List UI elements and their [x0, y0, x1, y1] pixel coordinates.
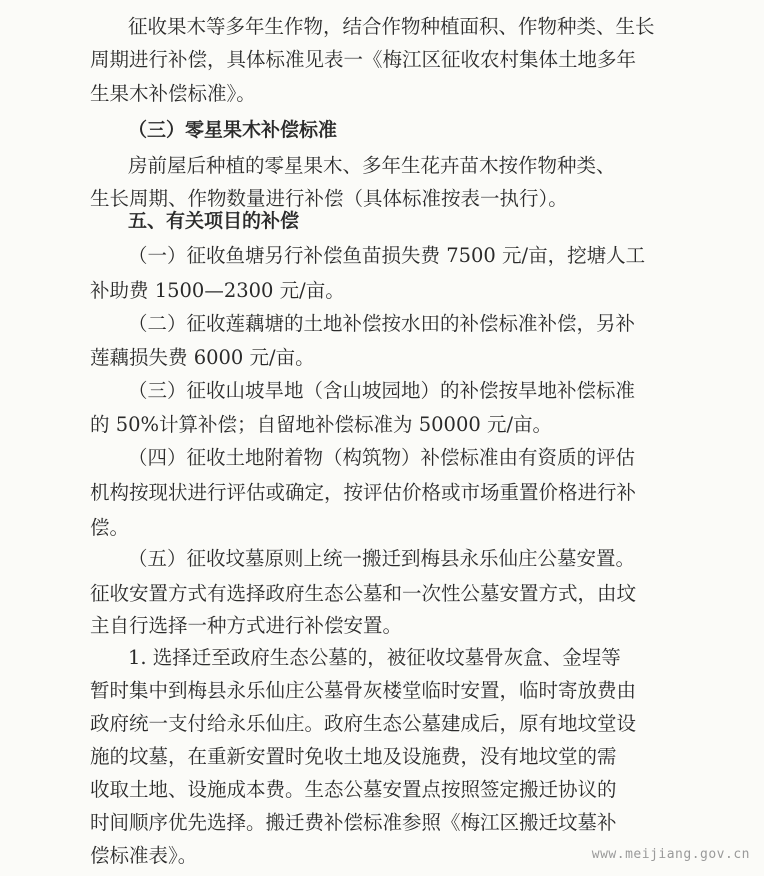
paragraph-line: 征收果木等多年生作物，结合作物种植面积、作物种类、生长 — [128, 15, 655, 38]
paragraph-line: 偿标准表》。 — [90, 844, 198, 867]
paragraph-line: （二）征收莲藕塘的土地补偿按水田的补偿标准补偿，另补 — [128, 312, 636, 335]
paragraph-line: 政府统一支付给永乐仙庄。政府生态公墓建成后，原有地坟堂设 — [90, 712, 637, 735]
paragraph-line: 收取土地、设施成本费。生态公墓安置点按照签定搬迁协议的 — [90, 778, 617, 801]
paragraph-line: 主自行选择一种方式进行补偿安置。 — [90, 614, 403, 637]
paragraph-line: 房前屋后种植的零星果木、多年生花卉苗木按作物种类、 — [128, 154, 616, 177]
paragraph-line: 周期进行补偿，具体标准见表一《梅江区征收农村集体土地多年 — [90, 48, 637, 71]
paragraph-line: 生果木补偿标准》。 — [90, 82, 256, 105]
paragraph-line: 1. 选择迁至政府生态公墓的，被征收坟墓骨灰盒、金埕等 — [128, 646, 621, 669]
paragraph-line: （四）征收土地附着物（构筑物）补偿标准由有资质的评估 — [128, 446, 636, 469]
paragraph-line: 的 50%计算补偿；自留地补偿标准为 50000 元/亩。 — [90, 413, 553, 436]
paragraph-line: 征收安置方式有选择政府生态公墓和一次性公墓安置方式，由坟 — [90, 582, 637, 605]
paragraph-line: 生长周期、作物数量进行补偿（具体标准按表一执行）。 — [90, 187, 568, 210]
paragraph-line: 机构按现状进行评估或确定，按评估价格或市场重置价格进行补 — [90, 481, 637, 504]
paragraph-line: 施的坟墓，在重新安置时免收土地及设施费，没有地坟堂的需 — [90, 745, 617, 768]
paragraph-line: （三）征收山坡旱地（含山坡园地）的补偿按旱地补偿标准 — [128, 379, 636, 402]
paragraph-line: 偿。 — [90, 516, 130, 539]
site-watermark: www.meijiang.gov.cn — [591, 847, 750, 862]
paragraph-line: 补助费 1500—2300 元/亩。 — [90, 279, 345, 302]
paragraph-line: （五）征收坟墓原则上统一搬迁到梅县永乐仙庄公墓安置。 — [128, 547, 636, 570]
paragraph-line: （一）征收鱼塘另行补偿鱼苗损失费 7500 元/亩，挖塘人工 — [128, 244, 646, 267]
paragraph-line: 莲藕损失费 6000 元/亩。 — [90, 346, 315, 369]
paragraph-line: 时间顺序优先选择。搬迁费补偿标准参照《梅江区搬迁坟墓补 — [90, 811, 617, 834]
paragraph-line: 暂时集中到梅县永乐仙庄公墓骨灰楼堂临时安置，临时寄放费由 — [90, 679, 637, 702]
section-heading: 五、有关项目的补偿 — [128, 210, 300, 232]
subsection-heading: （三）零星果木补偿标准 — [128, 119, 338, 141]
